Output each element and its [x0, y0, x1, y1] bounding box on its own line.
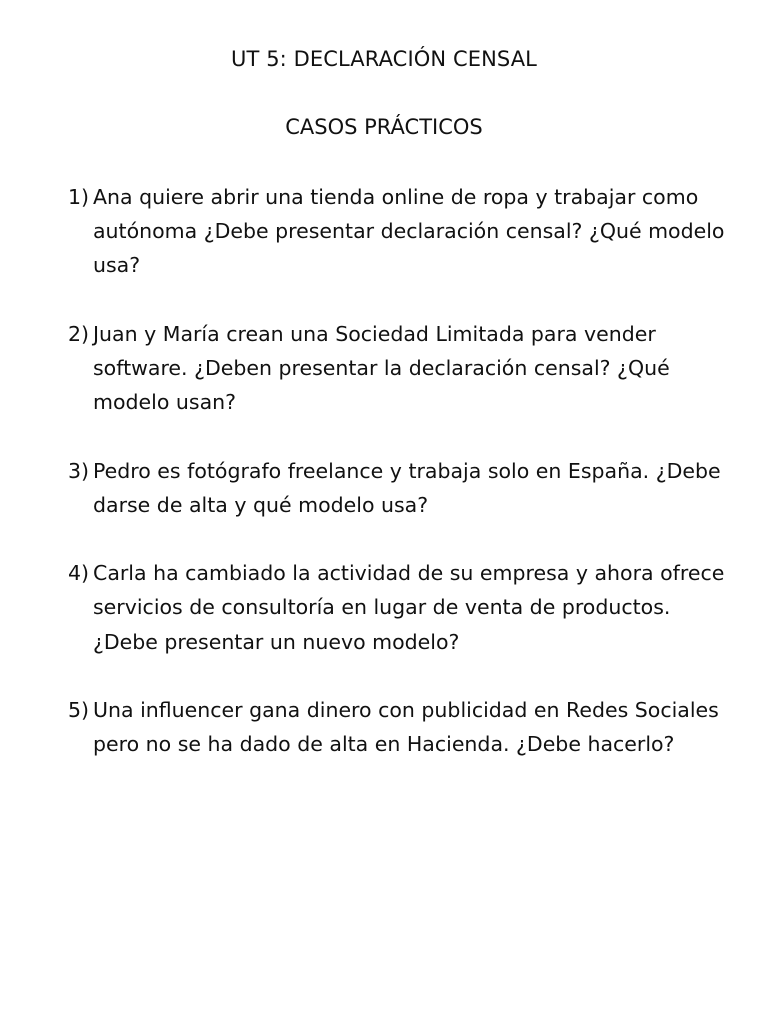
case-number: 3) — [68, 458, 90, 483]
case-number: 5) — [68, 697, 90, 722]
case-text: Juan y María crean una Sociedad Limitada para vender software. ¿Deben presentar la declaración censal? ¿Qué modelo usan? — [93, 321, 670, 415]
case-text: Pedro es fotógrafo freelance y trabaja solo en España. ¿Debe darse de alta y qué modelo usa? — [93, 458, 721, 517]
case-number: 4) — [68, 561, 90, 586]
case-text: Ana quiere abrir una tienda online de ropa y trabajar como autónoma ¿Debe presentar declaración censal? ¿Qué modelo usa? — [93, 185, 725, 278]
case-text: Una influencer gana dinero con publicidad en Redes Sociales pero no se ha dado de alta en Hacienda. ¿Debe hacerlo? — [93, 697, 719, 757]
case-list — [68, 180, 728, 796]
document-subtitle: CASOS PRÁCTICOS — [285, 115, 483, 139]
case-item-4 — [68, 556, 728, 659]
case-item-3 — [68, 454, 728, 522]
case-text: Carla ha cambiado la actividad de su empresa y ahora ofrece servicios de consultoría en lugar de venta de productos. ¿Debe presentar un nuevo modelo? — [93, 561, 725, 654]
case-number: 2) — [68, 321, 90, 346]
case-item-1 — [68, 180, 728, 283]
case-item-5 — [68, 693, 728, 761]
case-number: 1) — [68, 185, 90, 209]
document-title: UT 5: DECLARACIÓN CENSAL — [231, 47, 537, 71]
case-item-2 — [68, 317, 728, 420]
